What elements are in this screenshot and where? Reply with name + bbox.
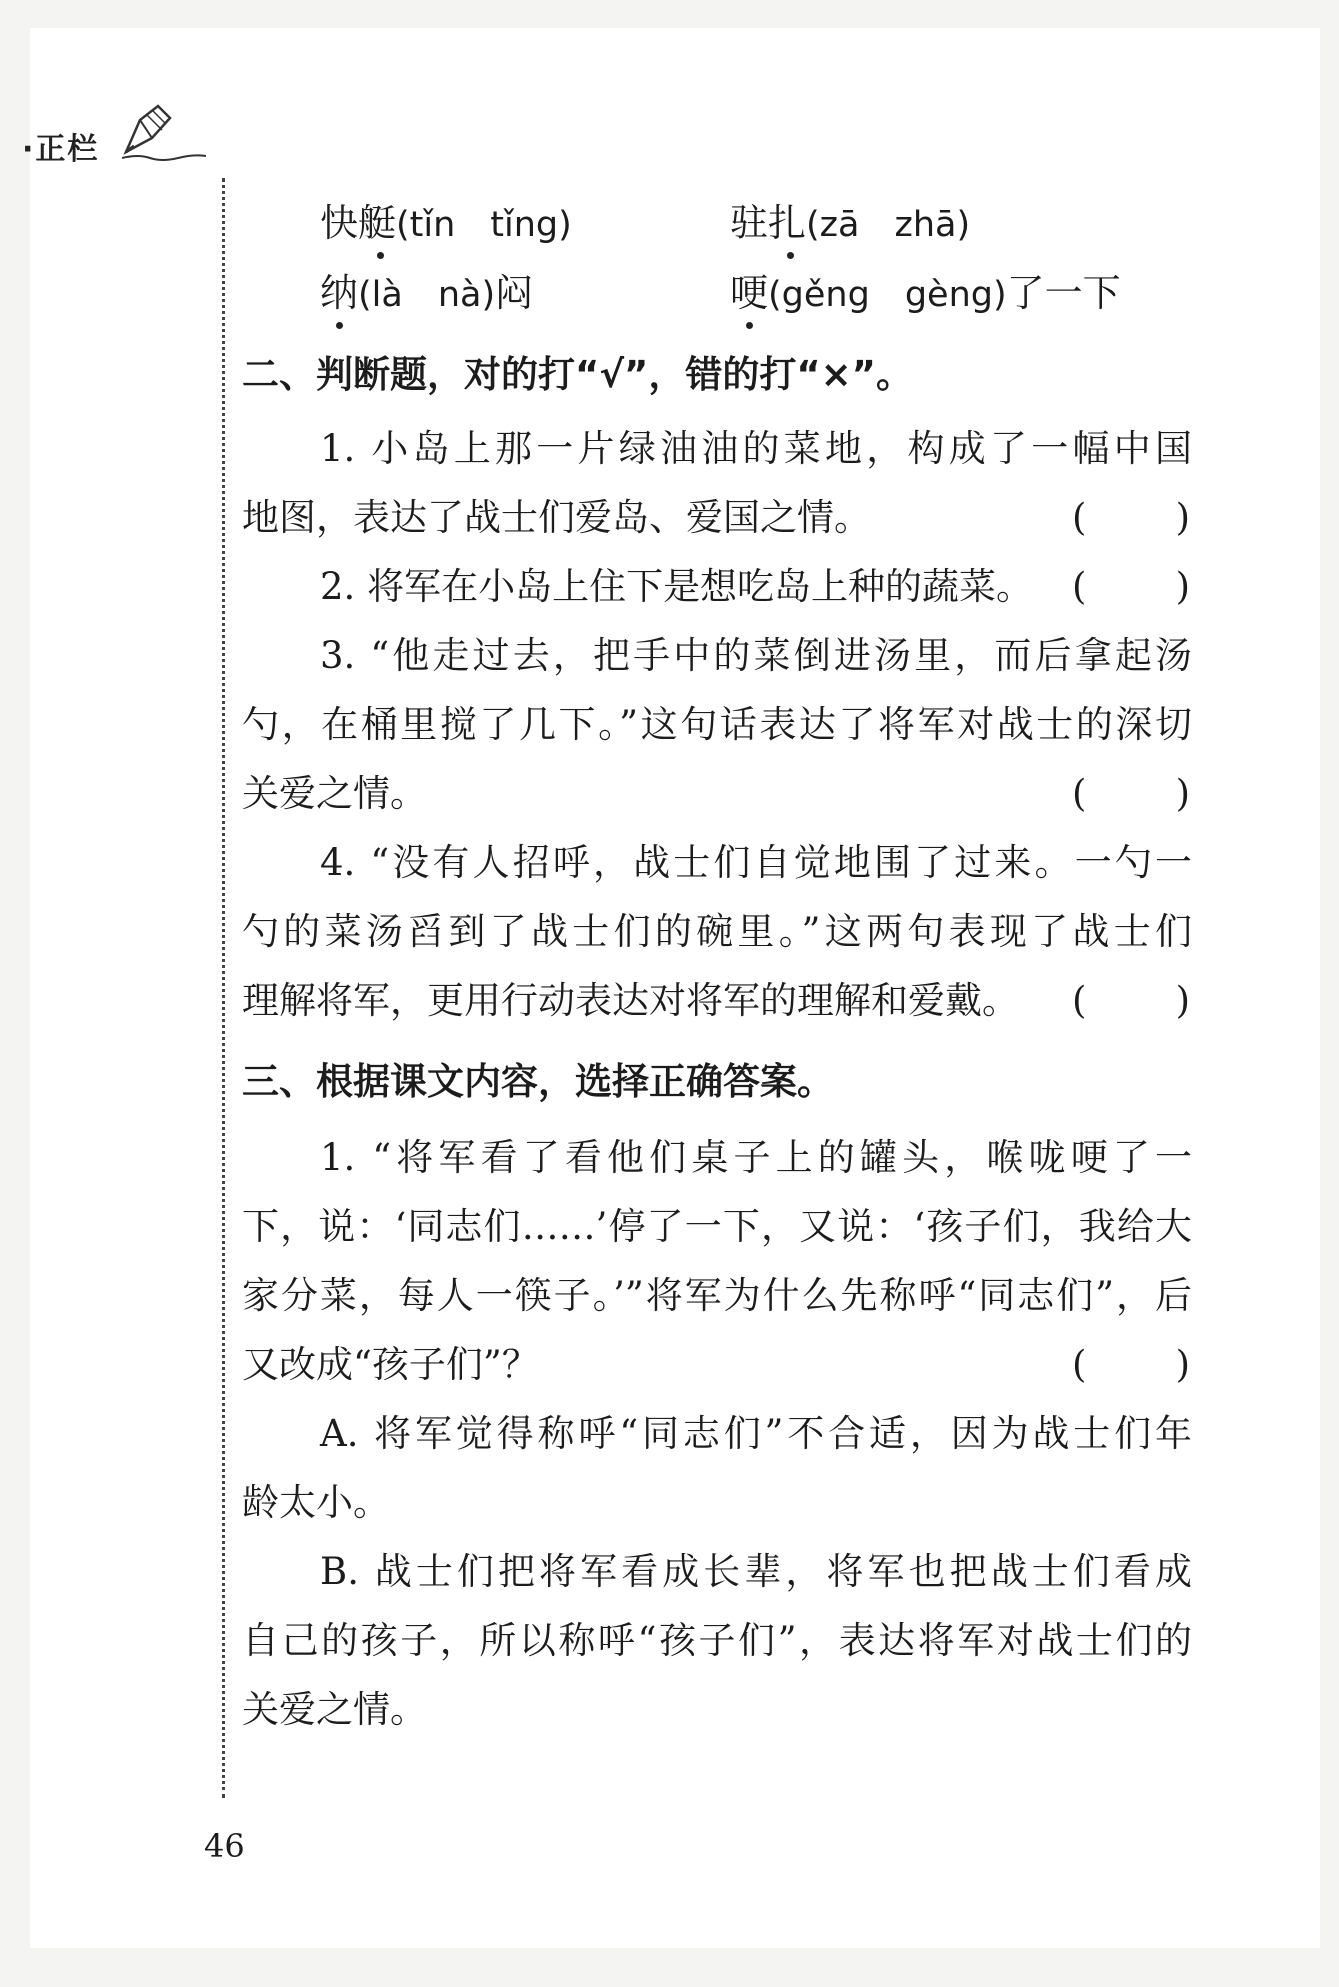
question-text: 1. “将军看了看他们桌子上的罐头，喉咙哽了一 [320,1136,1192,1179]
option-b-text: B. 战士们把将军看成长辈，将军也把战士们看成 [320,1550,1192,1593]
answer-blank[interactable]: ( ) [1072,772,1190,815]
pinyin-item-geng: 哽(gěng gèng)了一下 [730,271,1121,315]
question-text: 家分菜，每人一筷子。’”将军为什么先称呼“同志们”，后 [242,1274,1192,1317]
pinyin-item-kuaiting: 快艇(tǐn tǐng) [320,201,572,245]
question-text: 2. 将军在小岛上住下是想吃岛上种的蔬菜。 [320,565,1034,608]
pinyin-item-namen: 纳(là nà)闷 [320,271,534,315]
question-text: 勺的菜汤舀到了战士们的碗里。”这两句表现了战士们 [242,910,1192,953]
question-text: 下，说：‘同志们……’停了一下，又说：‘孩子们，我给大 [242,1205,1192,1248]
emphasis-dot [377,252,384,259]
option-a-text: 龄太小。 [242,1481,390,1524]
pinyin-item-zhuzha: 驻扎(zā zhā) [730,201,971,245]
question-text: 又改成“孩子们”？ [242,1343,539,1386]
emphasis-dot [336,322,343,329]
answer-blank[interactable]: ( ) [1072,1343,1190,1386]
section-2-title: 二、判断题，对的打“√”，错的打“×”。 [242,353,913,396]
emphasis-dot [746,322,753,329]
question-text: 地图，表达了战士们爱岛、爱国之情。 [242,496,871,539]
section-3-title: 三、根据课文内容，选择正确答案。 [242,1060,834,1103]
answer-blank[interactable]: ( ) [1072,496,1190,539]
margin-divider [222,178,225,1798]
emphasis-dot [787,252,794,259]
option-a-text: A. 将军觉得称呼“同志们”不合适，因为战士们年 [320,1412,1192,1455]
question-text: 关爱之情。 [242,772,427,815]
option-b-text: 关爱之情。 [242,1688,427,1731]
question-text: 3. “他走过去，把手中的菜倒进汤里，而后拿起汤 [320,634,1192,677]
question-text: 4. “没有人招呼，战士们自觉地围了过来。一勺一 [320,841,1192,884]
answer-blank[interactable]: ( ) [1072,979,1190,1022]
option-b-text: 自己的孩子，所以称呼“孩子们”，表达将军对战士们的 [242,1619,1192,1662]
question-text: 1. 小岛上那一片绿油油的菜地，构成了一幅中国 [320,427,1192,470]
pencil-icon [118,100,208,162]
answer-blank[interactable]: ( ) [1072,565,1190,608]
page-number: 46 [204,1827,245,1865]
margin-label: ·正栏 [22,132,100,167]
question-text: 理解将军，更用行动表达对将军的理解和爱戴。 [242,979,1019,1022]
question-text: 勺，在桶里搅了几下。”这句话表达了将军对战士的深切 [242,703,1192,746]
